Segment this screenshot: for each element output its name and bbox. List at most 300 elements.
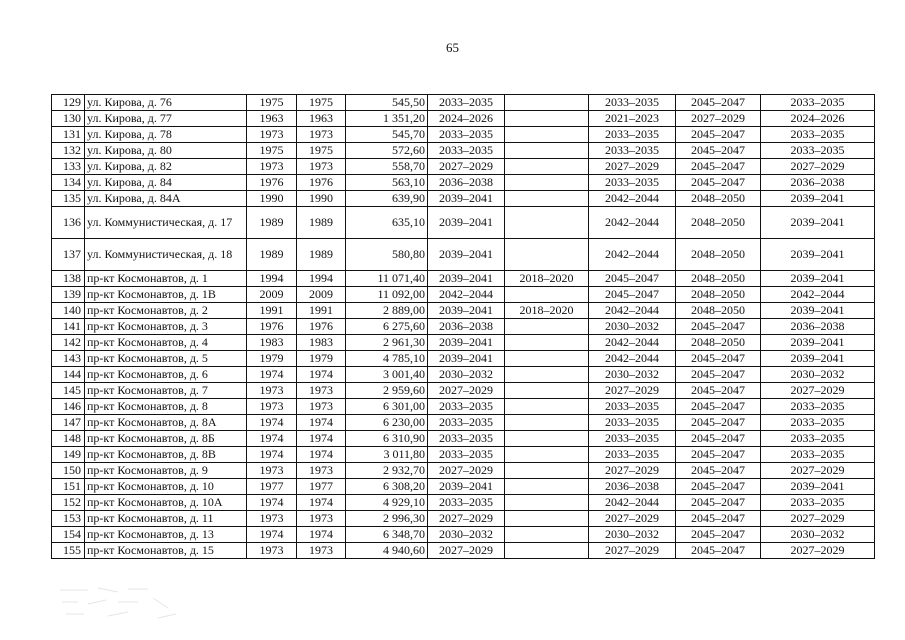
cell-row-number: 154 [52,527,85,543]
cell-period-final: 2027–2029 [761,511,875,527]
cell-row-number: 151 [52,479,85,495]
cell-commissioned-year: 1974 [297,415,346,431]
cell-period-roof: 2027–2029 [428,543,505,559]
cell-row-number: 139 [52,287,85,303]
cell-address: ул. Коммунистическая, д. 17 [85,207,247,239]
cell-commissioned-year: 2009 [297,287,346,303]
cell-period-completed [505,143,589,159]
table-row [52,399,875,415]
cell-period-roof: 2027–2029 [428,383,505,399]
cell-commissioned-year: 1973 [297,511,346,527]
cell-period-final: 2027–2029 [761,463,875,479]
table-row [52,319,875,335]
table-row [52,239,875,271]
cell-row-number: 149 [52,447,85,463]
cell-period-elevator: 2048–2050 [676,191,761,207]
cell-commissioned-year: 1973 [297,159,346,175]
cell-area: 6 310,90 [346,431,428,447]
cell-commissioned-year: 1977 [297,479,346,495]
cell-row-number: 129 [52,95,85,111]
cell-period-final: 2033–2035 [761,415,875,431]
cell-built-year: 1976 [247,175,297,191]
cell-row-number: 141 [52,319,85,335]
cell-address: пр-кт Космонавтов, д. 9 [85,463,247,479]
cell-period-completed [505,159,589,175]
cell-commissioned-year: 1989 [297,239,346,271]
cell-address: пр-кт Космонавтов, д. 6 [85,367,247,383]
cell-address: пр-кт Космонавтов, д. 13 [85,527,247,543]
cell-row-number: 146 [52,399,85,415]
cell-built-year: 1973 [247,127,297,143]
cell-address: ул. Кирова, д. 76 [85,95,247,111]
cell-period-facade: 2030–2032 [589,367,676,383]
cell-commissioned-year: 1974 [297,367,346,383]
cell-period-elevator: 2045–2047 [676,351,761,367]
cell-area: 6 275,60 [346,319,428,335]
cell-period-facade: 2042–2044 [589,239,676,271]
cell-period-facade: 2033–2035 [589,127,676,143]
cell-period-facade: 2042–2044 [589,303,676,319]
table-row [52,303,875,319]
cell-period-completed [505,207,589,239]
cell-built-year: 1979 [247,351,297,367]
page-number: 65 [446,40,459,55]
cell-period-final: 2039–2041 [761,335,875,351]
cell-commissioned-year: 1976 [297,175,346,191]
cell-address: пр-кт Космонавтов, д. 2 [85,303,247,319]
cell-period-completed [505,527,589,543]
cell-row-number: 130 [52,111,85,127]
cell-built-year: 1973 [247,463,297,479]
table-row [52,463,875,479]
cell-built-year: 1973 [247,399,297,415]
table-row [52,95,875,111]
cell-area: 572,60 [346,143,428,159]
table-row [52,143,875,159]
cell-row-number: 134 [52,175,85,191]
table-row [52,367,875,383]
cell-built-year: 1989 [247,239,297,271]
cell-address: пр-кт Космонавтов, д. 8Б [85,431,247,447]
cell-address: ул. Кирова, д. 84 [85,175,247,191]
cell-period-final: 2024–2026 [761,111,875,127]
cell-commissioned-year: 1991 [297,303,346,319]
table-row [52,415,875,431]
cell-period-elevator: 2045–2047 [676,175,761,191]
cell-period-elevator: 2045–2047 [676,511,761,527]
cell-period-facade: 2033–2035 [589,447,676,463]
cell-period-roof: 2027–2029 [428,511,505,527]
cell-built-year: 1976 [247,319,297,335]
cell-row-number: 137 [52,239,85,271]
cell-period-elevator: 2045–2047 [676,159,761,175]
cell-period-final: 2027–2029 [761,383,875,399]
cell-area: 6 301,00 [346,399,428,415]
cell-address: пр-кт Космонавтов, д. 11 [85,511,247,527]
cell-period-final: 2033–2035 [761,447,875,463]
cell-area: 11 092,00 [346,287,428,303]
cell-period-facade: 2027–2029 [589,383,676,399]
cell-period-elevator: 2045–2047 [676,479,761,495]
cell-commissioned-year: 1974 [297,495,346,511]
cell-period-facade: 2045–2047 [589,271,676,287]
cell-built-year: 1990 [247,191,297,207]
cell-period-roof: 2042–2044 [428,287,505,303]
scan-artifact [58,584,188,624]
cell-row-number: 138 [52,271,85,287]
cell-period-final: 2027–2029 [761,159,875,175]
cell-period-elevator: 2048–2050 [676,335,761,351]
cell-period-facade: 2042–2044 [589,351,676,367]
cell-address: пр-кт Космонавтов, д. 5 [85,351,247,367]
cell-period-elevator: 2045–2047 [676,463,761,479]
cell-period-completed [505,399,589,415]
cell-period-final: 2033–2035 [761,95,875,111]
cell-period-roof: 2033–2035 [428,495,505,511]
housing-schedule-table [51,94,875,559]
cell-commissioned-year: 1979 [297,351,346,367]
table-row [52,287,875,303]
cell-address: ул. Кирова, д. 84А [85,191,247,207]
cell-period-roof: 2033–2035 [428,127,505,143]
cell-period-completed [505,463,589,479]
cell-row-number: 131 [52,127,85,143]
cell-period-facade: 2045–2047 [589,287,676,303]
cell-built-year: 1974 [247,495,297,511]
cell-period-elevator: 2048–2050 [676,207,761,239]
cell-period-facade: 2033–2035 [589,415,676,431]
cell-period-roof: 2033–2035 [428,399,505,415]
cell-period-roof: 2039–2041 [428,271,505,287]
table-row [52,511,875,527]
cell-period-roof: 2030–2032 [428,527,505,543]
table-row [52,111,875,127]
table-row [52,335,875,351]
cell-row-number: 144 [52,367,85,383]
cell-built-year: 1973 [247,543,297,559]
cell-area: 2 959,60 [346,383,428,399]
cell-period-elevator: 2048–2050 [676,239,761,271]
cell-built-year: 1977 [247,479,297,495]
cell-area: 6 308,20 [346,479,428,495]
cell-period-elevator: 2045–2047 [676,447,761,463]
cell-built-year: 2009 [247,287,297,303]
cell-period-facade: 2033–2035 [589,431,676,447]
cell-commissioned-year: 1976 [297,319,346,335]
cell-period-roof: 2036–2038 [428,319,505,335]
cell-built-year: 1975 [247,143,297,159]
cell-row-number: 155 [52,543,85,559]
cell-built-year: 1975 [247,95,297,111]
cell-area: 6 348,70 [346,527,428,543]
cell-period-elevator: 2045–2047 [676,415,761,431]
cell-period-final: 2033–2035 [761,143,875,159]
cell-period-final: 2039–2041 [761,191,875,207]
cell-period-elevator: 2045–2047 [676,143,761,159]
cell-row-number: 140 [52,303,85,319]
cell-period-final: 2039–2041 [761,479,875,495]
cell-period-completed: 2018–2020 [505,271,589,287]
cell-period-elevator: 2045–2047 [676,95,761,111]
cell-address: пр-кт Космонавтов, д. 3 [85,319,247,335]
cell-period-facade: 2027–2029 [589,543,676,559]
cell-period-completed [505,191,589,207]
cell-period-elevator: 2048–2050 [676,303,761,319]
cell-period-completed [505,495,589,511]
cell-area: 2 932,70 [346,463,428,479]
table-row [52,159,875,175]
cell-period-completed [505,239,589,271]
cell-address: пр-кт Космонавтов, д. 1 [85,271,247,287]
cell-period-final: 2030–2032 [761,367,875,383]
cell-period-completed [505,367,589,383]
cell-built-year: 1983 [247,335,297,351]
cell-area: 545,50 [346,95,428,111]
cell-period-facade: 2027–2029 [589,159,676,175]
cell-period-facade: 2030–2032 [589,319,676,335]
table-row [52,495,875,511]
cell-period-elevator: 2048–2050 [676,271,761,287]
cell-built-year: 1994 [247,271,297,287]
cell-row-number: 145 [52,383,85,399]
cell-period-roof: 2039–2041 [428,479,505,495]
cell-period-final: 2033–2035 [761,127,875,143]
cell-period-roof: 2039–2041 [428,335,505,351]
cell-period-final: 2039–2041 [761,351,875,367]
cell-period-completed [505,95,589,111]
cell-period-elevator: 2045–2047 [676,367,761,383]
cell-area: 563,10 [346,175,428,191]
cell-period-completed: 2018–2020 [505,303,589,319]
cell-period-roof: 2033–2035 [428,415,505,431]
table-row [52,543,875,559]
cell-area: 3 011,80 [346,447,428,463]
cell-period-elevator: 2045–2047 [676,495,761,511]
cell-built-year: 1973 [247,159,297,175]
cell-area: 4 785,10 [346,351,428,367]
cell-commissioned-year: 1973 [297,399,346,415]
cell-period-facade: 2027–2029 [589,511,676,527]
cell-period-final: 2036–2038 [761,175,875,191]
cell-area: 4 940,60 [346,543,428,559]
cell-row-number: 152 [52,495,85,511]
cell-built-year: 1963 [247,111,297,127]
cell-commissioned-year: 1990 [297,191,346,207]
cell-period-facade: 2033–2035 [589,95,676,111]
cell-address: пр-кт Космонавтов, д. 15 [85,543,247,559]
cell-period-completed [505,511,589,527]
cell-area: 558,70 [346,159,428,175]
cell-period-roof: 2024–2026 [428,111,505,127]
cell-address: пр-кт Космонавтов, д. 8А [85,415,247,431]
cell-address: пр-кт Космонавтов, д. 7 [85,383,247,399]
cell-period-completed [505,543,589,559]
cell-period-completed [505,335,589,351]
cell-period-facade: 2042–2044 [589,207,676,239]
cell-period-final: 2027–2029 [761,543,875,559]
cell-row-number: 142 [52,335,85,351]
cell-period-final: 2036–2038 [761,319,875,335]
cell-commissioned-year: 1973 [297,543,346,559]
cell-commissioned-year: 1975 [297,95,346,111]
cell-period-facade: 2033–2035 [589,143,676,159]
cell-address: пр-кт Космонавтов, д. 8В [85,447,247,463]
cell-period-completed [505,351,589,367]
cell-period-completed [505,383,589,399]
cell-period-facade: 2036–2038 [589,479,676,495]
cell-area: 635,10 [346,207,428,239]
cell-period-completed [505,319,589,335]
cell-address: пр-кт Космонавтов, д. 4 [85,335,247,351]
cell-period-final: 2033–2035 [761,431,875,447]
cell-area: 2 996,30 [346,511,428,527]
cell-period-facade: 2042–2044 [589,191,676,207]
cell-built-year: 1973 [247,383,297,399]
cell-period-completed [505,415,589,431]
table-row [52,383,875,399]
cell-area: 4 929,10 [346,495,428,511]
cell-period-final: 2039–2041 [761,303,875,319]
cell-built-year: 1974 [247,447,297,463]
cell-address: пр-кт Космонавтов, д. 10А [85,495,247,511]
cell-period-completed [505,431,589,447]
cell-row-number: 150 [52,463,85,479]
cell-period-completed [505,287,589,303]
cell-period-elevator: 2045–2047 [676,543,761,559]
table-row [52,175,875,191]
cell-period-elevator: 2045–2047 [676,431,761,447]
cell-area: 11 071,40 [346,271,428,287]
cell-row-number: 135 [52,191,85,207]
cell-area: 639,90 [346,191,428,207]
cell-address: пр-кт Космонавтов, д. 8 [85,399,247,415]
cell-built-year: 1974 [247,527,297,543]
cell-built-year: 1974 [247,367,297,383]
table-row [52,207,875,239]
cell-address: ул. Коммунистическая, д. 18 [85,239,247,271]
cell-address: ул. Кирова, д. 78 [85,127,247,143]
cell-commissioned-year: 1974 [297,527,346,543]
cell-built-year: 1991 [247,303,297,319]
cell-address: ул. Кирова, д. 77 [85,111,247,127]
table-row [52,447,875,463]
cell-commissioned-year: 1983 [297,335,346,351]
cell-commissioned-year: 1989 [297,207,346,239]
cell-row-number: 132 [52,143,85,159]
table-row [52,271,875,287]
cell-period-roof: 2030–2032 [428,367,505,383]
cell-period-final: 2033–2035 [761,495,875,511]
cell-period-completed [505,447,589,463]
cell-period-final: 2042–2044 [761,287,875,303]
cell-period-roof: 2027–2029 [428,463,505,479]
cell-period-roof: 2033–2035 [428,431,505,447]
cell-period-roof: 2039–2041 [428,191,505,207]
cell-built-year: 1974 [247,415,297,431]
cell-area: 6 230,00 [346,415,428,431]
cell-period-elevator: 2045–2047 [676,399,761,415]
cell-period-final: 2039–2041 [761,239,875,271]
cell-area: 545,70 [346,127,428,143]
cell-period-facade: 2030–2032 [589,527,676,543]
cell-address: ул. Кирова, д. 82 [85,159,247,175]
cell-period-elevator: 2045–2047 [676,319,761,335]
cell-period-roof: 2033–2035 [428,143,505,159]
cell-period-completed [505,111,589,127]
cell-commissioned-year: 1973 [297,463,346,479]
cell-period-roof: 2039–2041 [428,303,505,319]
cell-area: 580,80 [346,239,428,271]
cell-row-number: 143 [52,351,85,367]
cell-row-number: 148 [52,431,85,447]
cell-period-elevator: 2027–2029 [676,111,761,127]
cell-area: 2 961,30 [346,335,428,351]
cell-period-roof: 2039–2041 [428,207,505,239]
cell-period-roof: 2039–2041 [428,351,505,367]
cell-row-number: 153 [52,511,85,527]
cell-period-roof: 2039–2041 [428,239,505,271]
cell-period-completed [505,127,589,143]
cell-commissioned-year: 1994 [297,271,346,287]
table-row [52,127,875,143]
cell-commissioned-year: 1974 [297,431,346,447]
cell-period-completed [505,175,589,191]
cell-address: ул. Кирова, д. 80 [85,143,247,159]
cell-period-facade: 2033–2035 [589,399,676,415]
cell-built-year: 1973 [247,511,297,527]
cell-period-facade: 2021–2023 [589,111,676,127]
cell-address: пр-кт Космонавтов, д. 10 [85,479,247,495]
cell-commissioned-year: 1974 [297,447,346,463]
cell-row-number: 133 [52,159,85,175]
table-row [52,351,875,367]
table-body [52,95,875,559]
cell-period-roof: 2027–2029 [428,159,505,175]
cell-period-facade: 2033–2035 [589,175,676,191]
cell-commissioned-year: 1975 [297,143,346,159]
cell-address: пр-кт Космонавтов, д. 1В [85,287,247,303]
cell-period-final: 2033–2035 [761,399,875,415]
cell-period-final: 2039–2041 [761,271,875,287]
cell-period-facade: 2027–2029 [589,463,676,479]
table-row [52,527,875,543]
cell-period-elevator: 2045–2047 [676,383,761,399]
cell-commissioned-year: 1973 [297,383,346,399]
table-row [52,431,875,447]
cell-period-elevator: 2048–2050 [676,287,761,303]
cell-area: 1 351,20 [346,111,428,127]
cell-area: 2 889,00 [346,303,428,319]
cell-area: 3 001,40 [346,367,428,383]
cell-period-roof: 2036–2038 [428,175,505,191]
table-row [52,191,875,207]
cell-period-final: 2030–2032 [761,527,875,543]
cell-built-year: 1989 [247,207,297,239]
cell-period-completed [505,479,589,495]
cell-period-roof: 2033–2035 [428,95,505,111]
cell-commissioned-year: 1963 [297,111,346,127]
cell-period-elevator: 2045–2047 [676,127,761,143]
cell-period-facade: 2042–2044 [589,495,676,511]
cell-period-roof: 2033–2035 [428,447,505,463]
cell-row-number: 136 [52,207,85,239]
cell-period-elevator: 2045–2047 [676,527,761,543]
cell-built-year: 1974 [247,431,297,447]
cell-commissioned-year: 1973 [297,127,346,143]
cell-row-number: 147 [52,415,85,431]
cell-period-final: 2039–2041 [761,207,875,239]
table-row [52,479,875,495]
